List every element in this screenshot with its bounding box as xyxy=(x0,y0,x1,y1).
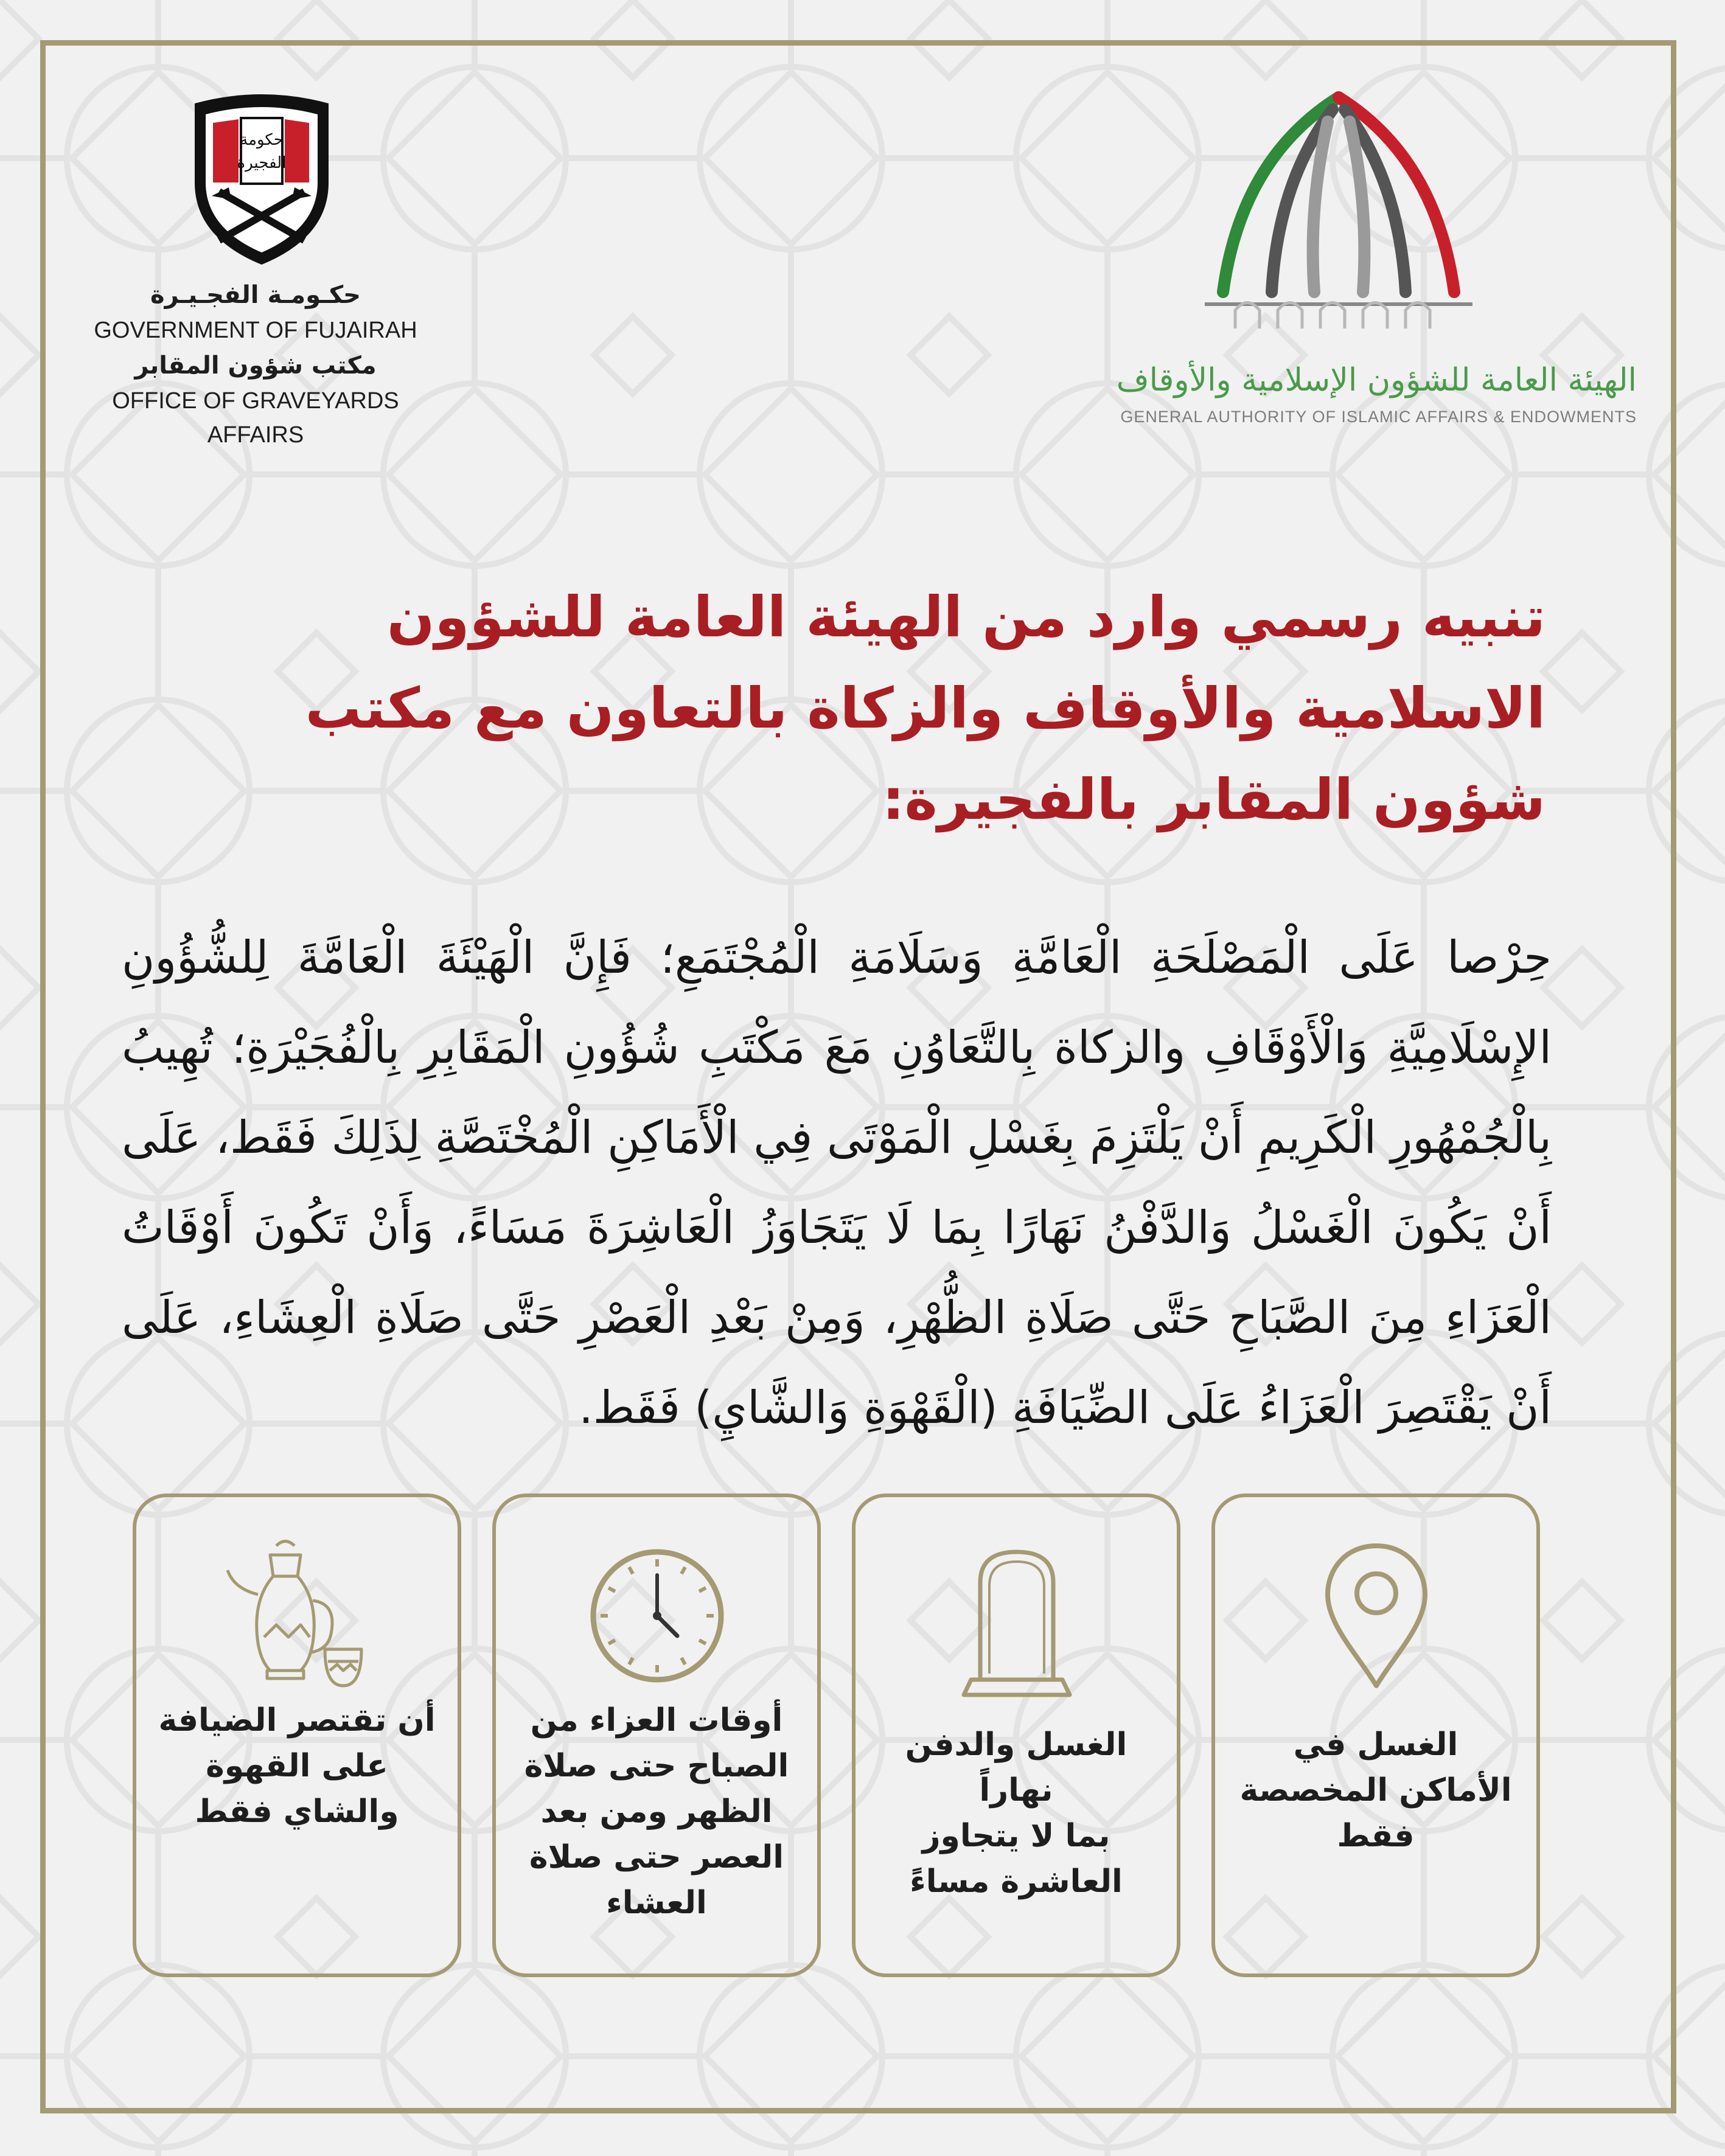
card-condolence-times xyxy=(492,1494,821,1977)
card-washing-location xyxy=(1211,1494,1540,1977)
card-line: الظهر ومن بعد xyxy=(540,1793,773,1830)
dome-emblem-icon xyxy=(1168,85,1509,329)
card-line: أوقات العزاء من xyxy=(530,1702,783,1739)
gov-arabic-name: حكـومـة الفجـيـرة xyxy=(150,281,361,309)
svg-text:حكومة: حكومة xyxy=(240,131,284,149)
alert-headline: تنبيه رسمي وارد من الهيئة العامة للشؤون الاسلامية والأوقاف والزكاة بالتعاون مع مكتب شؤون المقابر بالفجيرة: xyxy=(305,585,1546,832)
card-line: فقط xyxy=(1337,1818,1415,1854)
card-washing-burial-time xyxy=(852,1494,1180,1977)
government-of-fujairah-logo xyxy=(85,91,426,448)
office-english-name: OFFICE OF GRAVEYARDS AFFAIRS xyxy=(112,388,399,448)
authority-english-name: GENERAL AUTHORITY OF ISLAMIC AFFAIRS & ENDOWMENTS xyxy=(1120,408,1637,426)
info-cards xyxy=(133,1494,1593,1980)
card-line: أن تقتصر الضيافة xyxy=(158,1702,436,1739)
card-line: الصباح حتى صلاة xyxy=(524,1748,789,1784)
gov-english-name: GOVERNMENT OF FUJAIRAH xyxy=(94,318,417,343)
card-hospitality xyxy=(133,1494,461,1977)
card-line: الغسل والدفن xyxy=(905,1727,1127,1763)
card-line: العصر حتى صلاة xyxy=(529,1839,784,1876)
card-line: الغسل في xyxy=(1293,1727,1458,1763)
card-line: على القهوة xyxy=(206,1748,388,1784)
fujairah-shield-icon xyxy=(183,91,341,268)
card-line: بما لا يتجاوز xyxy=(922,1818,1110,1854)
card-line: والشاي فقط xyxy=(195,1793,399,1830)
card-line: العاشرة مساءً xyxy=(910,1863,1123,1900)
alert-body-text: حِرْصا عَلَى الْمَصْلَحَةِ الْعَامَّةِ وَسَلَامَةِ الْمُجْتَمَعِ؛ فَإِنَّ الْهَيْئَةَ الْعَامَّةَ لِلشُّؤُونِ الإِسْلَامِيَّةِ وَالْأَوْقَافِ والزكاة بِالتَّعَاوُنِ مَعَ مَكْتَبِ شُؤُونِ الْمَقَابِرِ بِالْفُجَيْرَةِ؛ تُهِيبُ بِالْجُمْهُورِ الْكَرِيمِ أَنْ يَلْتَزِمَ بِغَسْلِ الْمَوْتَى فِي الْأَمَاكِنِ الْمُخْتَصَّةِ لِذَلِكَ فَقَط، عَلَى أَنْ يَكُونَ الْغَسْلُ وَالدَّفْنُ نَهَارًا بِمَا لَا يَتَجَاوَزُ الْعَاشِرَةَ مَسَاءً، وَأَنْ تَكُونَ أَوْقَاتُ الْعَزَاءِ مِنَ الصَّبَاحِ حَتَّى صَلَاةِ الظُّهْرِ، وَمِنْ بَعْدِ الْعَصْرِ حَتَّى صَلَاةِ الْعِشَاءِ، عَلَى أَنْ يَقْتَصِرَ الْعَزَاءُ عَلَى الضِّيَافَةِ (الْقَهْوَةِ وَالشَّايِ) فَقَط. xyxy=(122,931,1552,1434)
svg-text:الفجيرة: الفجيرة xyxy=(237,154,287,172)
card-line: العشاء xyxy=(606,1885,707,1921)
coffee-pot-icon xyxy=(209,1528,386,1704)
card-line: الأماكن المخصصة xyxy=(1239,1772,1512,1809)
clock-icon xyxy=(569,1528,745,1704)
location-pin-icon xyxy=(1288,1528,1465,1704)
authority-arabic-name: الهيئة العامة للشؤون الإسلامية والأوقاف xyxy=(1116,362,1637,398)
tombstone-icon xyxy=(929,1528,1105,1704)
card-line: نهاراً xyxy=(979,1772,1053,1809)
office-arabic-name: مكتب شؤون المقابر xyxy=(134,352,377,380)
islamic-affairs-authority-logo xyxy=(1028,85,1637,450)
